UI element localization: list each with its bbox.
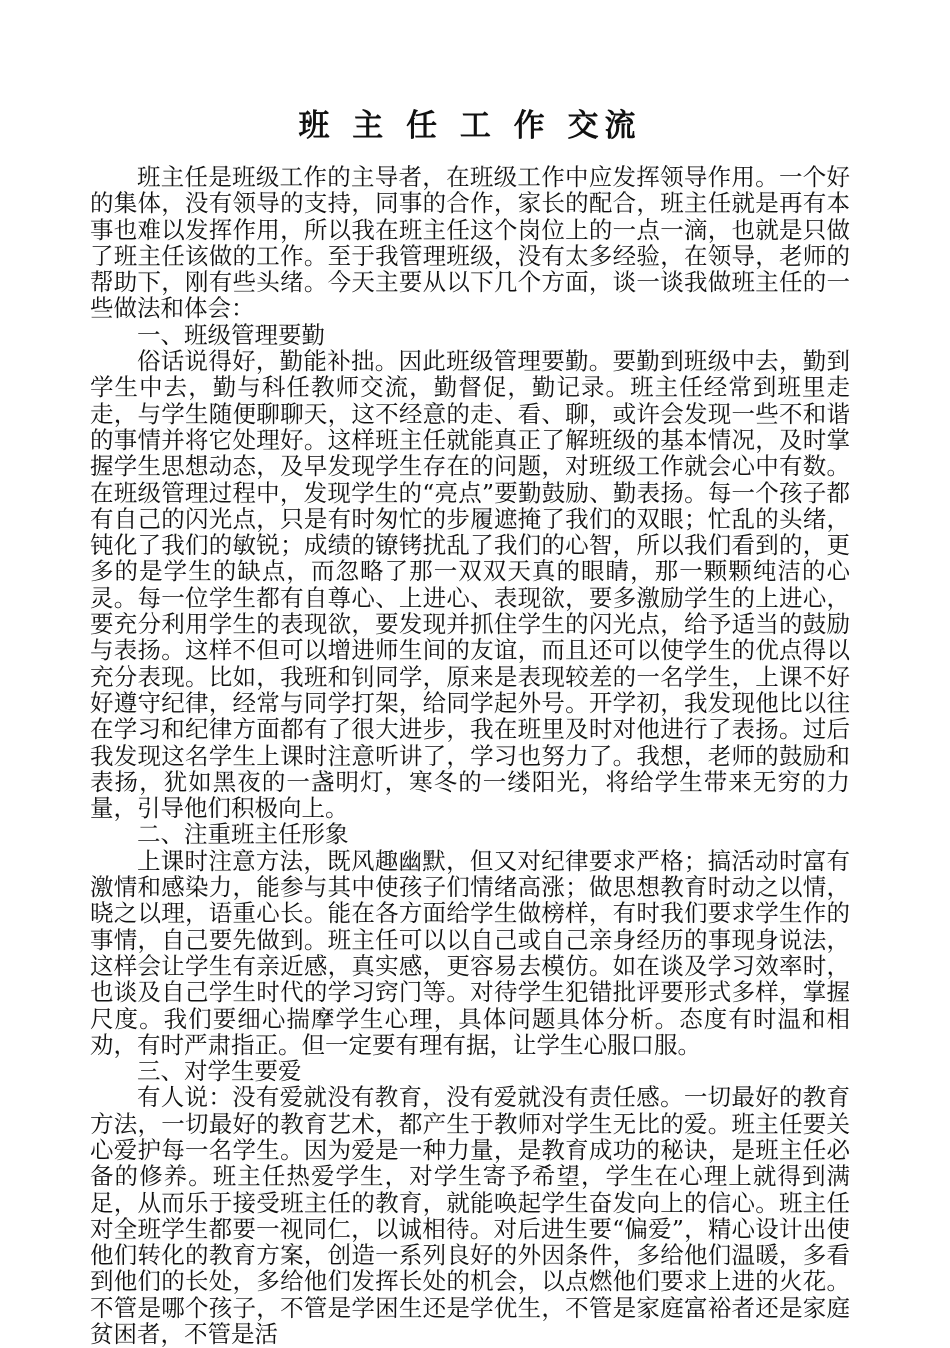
document-title: 班 主 任 工 作 交流	[298, 108, 642, 144]
section-heading-1: 一、班级管理要勤	[137, 320, 325, 349]
section-body-2: 上课时注意方法，既风趣幽默，但又对纪律要求严格；搞活动时富有激情和感染力，能参与其中使孩子们情绪高涨；做思想教育时动之以情，晓之以理，语重心长。能在各方面给学生做榜样，有时我们要求学生作的事情，自己要先做到。班主任可以以自己或自己亲身经历的事现身说法，这样会让学生有亲近感，真实感，更容易去模仿。如在谈及学习效率时，也谈及自己学生时代的学习窍门等。对待学生犯错批评要形式多样，掌握尺度。我们要细心揣摩学生心理，具体问题具体分析。态度有时温和相劝，有时严肃指正。但一定要有理有据，让学生心服口服。	[90, 846, 850, 1059]
document-page	[90, 100, 850, 1347]
section-heading-3: 三、对学生要爱	[137, 1057, 302, 1086]
section-body-3: 有人说：没有爱就没有教育，没有爱就没有责任感。一切最好的教育方法，一切最好的教育艺术，都产生于教师对学生无比的爱。班主任要关心爱护每一名学生。因为爱是一种力量，是教育成功的秘诀，是班主任必备的修养。班主任热爱学生，对学生寄予希望，学生在心理上就得到满足，从而乐于接受班主任的教育，就能唤起学生奋发向上的信心。班主任对全班学生都要一视同仁，以诚相待。对后进生要“偏爱”，精心设计出使他们转化的教育方案，创造一系列良好的外因条件，多给他们温暖，多看到他们的长处，多给他们发挥长处的机会，以点燃他们要求上进的火花。不管是哪个孩子，不管是学困生还是学优生，不管是家庭富裕者还是家庭贫困者，不管是活	[90, 1083, 850, 1348]
intro-paragraph: 班主任是班级工作的主导者，在班级工作中应发挥领导作用。一个好的集体，没有领导的支持，同事的合作，家长的配合，班主任就是再有本事也难以发挥作用，所以我在班主任这个岗位上的一点一滴，也就是只做了班主任该做的工作。至于我管理班级，没有太多经验，在领导，老师的帮助下，刚有些头绪。今天主要从以下几个方面，谈一谈我做班主任的一些做法和体会：	[90, 163, 850, 323]
section-heading-2: 二、注重班主任形象	[137, 820, 349, 849]
section-body-1: 俗话说得好，勤能补拙。因此班级管理要勤。要勤到班级中去，勤到学生中去，勤与科任教师交流，勤督促，勤记录。班主任经常到班里走走，与学生随便聊聊天，这不经意的走、看、聊，或许会发现一些不和谐的事情并将它处理好。这样班主任就能真正了解班级的基本情况，及时掌握学生思想动态，及早发现学生存在的问题，对班级工作就会心中有数。在班级管理过程中，发现学生的“亮点”要勤鼓励、勤表扬。每一个孩子都有自己的闪光点，只是有时匆忙的步履遮掩了我们的双眼；忙乱的头绪，钝化了我们的敏锐；成绩的镣铐扰乱了我们的心智，所以我们看到的，更多的是学生的缺点，而忽略了那一双双天真的眼睛，那一颗颗纯洁的心灵。每一位学生都有自尊心、上进心、表现欲，要多激励学生的上进心，要充分利用学生的表现欲，要发现并抓住学生的闪光点，给予适当的鼓励与表扬。这样不但可以增进师生间的友谊，而且还可以使学生的优点得以充分表现。比如，我班和钊同学，原来是表现较差的一名学生，上课不好好遵守纪律，经常与同学打架，给同学起外号。开学初，我发现他比以往在学习和纪律方面都有了很大进步，我在班里及时对他进行了表扬。过后我发现这名学生上课时注意听讲了，学习也努力了。我想，老师的鼓励和表扬，犹如黑夜的一盏明灯，寒冬的一缕阳光，将给学生带来无穷的力量，引导他们积极向上。	[90, 347, 850, 823]
